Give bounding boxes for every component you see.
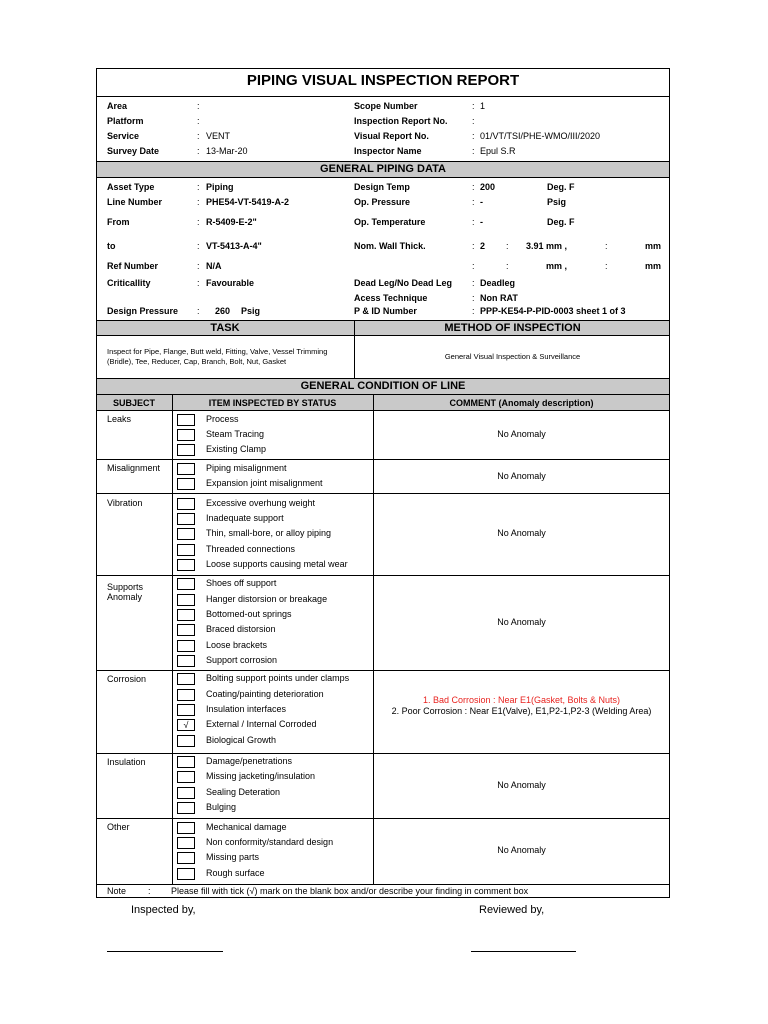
pid-number-value: PPP-KE54-P-PID-0003 sheet 1 of 3 xyxy=(480,306,626,316)
subject-vibration: Vibration xyxy=(107,498,143,508)
nom-wall-row2-unit-1: mm , xyxy=(546,261,568,271)
checkbox[interactable] xyxy=(177,544,195,556)
divider xyxy=(96,884,670,885)
checkbox[interactable] xyxy=(177,852,195,864)
checkbox[interactable] xyxy=(177,444,195,456)
item-label: External / Internal Corroded xyxy=(206,719,317,729)
checkbox[interactable] xyxy=(177,802,195,814)
checkbox-checked[interactable]: √ xyxy=(177,719,195,731)
item-label: Bolting support points under clamps xyxy=(206,673,350,683)
item-label: Bulging xyxy=(206,802,237,812)
design-pressure-value: 260 xyxy=(215,306,231,316)
checkbox[interactable] xyxy=(177,609,195,621)
subject-insulation: Insulation xyxy=(107,757,146,767)
item-label: Loose supports causing metal wear xyxy=(206,559,348,569)
dead-leg-value: Deadleg xyxy=(480,278,516,288)
divider xyxy=(96,335,670,336)
checkbox[interactable] xyxy=(177,624,195,636)
checkbox[interactable] xyxy=(177,640,195,652)
service-label: Service xyxy=(107,131,140,141)
divider xyxy=(96,96,670,97)
access-technique-value: Non RAT xyxy=(480,293,518,303)
colon: : xyxy=(472,101,475,111)
item-label: Damage/penetrations xyxy=(206,756,293,766)
task-heading: TASK xyxy=(210,322,240,334)
access-technique-label: Acess Technique xyxy=(354,293,428,303)
item-label: Missing parts xyxy=(206,852,260,862)
item-label: Hanger distorsion or breakage xyxy=(206,594,328,604)
inspector-name-value: Epul S.R xyxy=(480,146,516,156)
colon: : xyxy=(472,278,475,288)
note-text: Please fill with tick (√) mark on the blank box and/or describe your finding in comment box xyxy=(171,886,529,896)
item-label: Process xyxy=(206,414,239,424)
op-pressure-label: Op. Pressure xyxy=(354,197,411,207)
to-value: VT-5413-A-4" xyxy=(206,241,262,251)
colon: : xyxy=(197,241,200,251)
line-number-label: Line Number xyxy=(107,197,163,207)
colon: : xyxy=(472,182,475,192)
op-temperature-value: - xyxy=(480,217,483,227)
divider xyxy=(96,459,670,460)
colon: : xyxy=(197,116,200,126)
visual-report-no-label: Visual Report No. xyxy=(354,131,429,141)
colon: : xyxy=(506,241,509,251)
item-label: Insulation interfaces xyxy=(206,704,287,714)
reviewed-by-label: Reviewed by, xyxy=(479,904,545,916)
design-pressure-label: Design Pressure xyxy=(107,306,179,316)
nom-wall-unit-2: mm xyxy=(645,241,662,251)
comment-misalignment: No Anomaly xyxy=(497,471,546,481)
inspected-by-signature-line xyxy=(107,951,223,952)
divider xyxy=(96,177,670,178)
col-item: ITEM INSPECTED BY STATUS xyxy=(208,398,337,408)
checkbox[interactable] xyxy=(177,478,195,490)
column-divider xyxy=(373,394,374,884)
subject-corrosion: Corrosion xyxy=(107,674,147,684)
divider xyxy=(96,410,670,411)
divider xyxy=(96,575,670,576)
item-label: Inadequate support xyxy=(206,513,284,523)
general-piping-heading: GENERAL PIPING DATA xyxy=(320,163,446,175)
checkbox[interactable] xyxy=(177,559,195,571)
item-label: Threaded connections xyxy=(206,544,296,554)
colon: : xyxy=(197,197,200,207)
checkbox[interactable] xyxy=(177,756,195,768)
comment-vibration: No Anomaly xyxy=(497,528,546,538)
subject-leaks: Leaks xyxy=(107,414,132,424)
item-label: Expansion joint misalignment xyxy=(206,478,323,488)
colon: : xyxy=(197,278,200,288)
colon: : xyxy=(472,241,475,251)
checkbox[interactable] xyxy=(177,868,195,880)
colon: : xyxy=(472,116,475,126)
comment-supports: No Anomaly xyxy=(497,617,546,627)
survey-date-value: 13-Mar-20 xyxy=(206,146,248,156)
nom-wall-unit-1: mm , xyxy=(546,241,568,251)
checkbox[interactable] xyxy=(177,528,195,540)
visual-report-no-value: 01/VT/TSI/PHE-WMO/III/2020 xyxy=(480,131,601,141)
item-label: Existing Clamp xyxy=(206,444,267,454)
checkbox[interactable] xyxy=(177,498,195,510)
colon: : xyxy=(506,261,509,271)
item-label: Sealing Deteration xyxy=(206,787,281,797)
subject-supports-anomaly: Supports Anomaly xyxy=(107,582,144,602)
colon: : xyxy=(472,217,475,227)
colon: : xyxy=(605,241,608,251)
op-pressure-value: - xyxy=(480,197,483,207)
colon: : xyxy=(472,146,475,156)
method-text: General Visual Inspection & Surveillance xyxy=(444,352,581,361)
item-label: Bottomed-out springs xyxy=(206,609,292,619)
colon: : xyxy=(197,217,200,227)
survey-date-label: Survey Date xyxy=(107,146,160,156)
pid-number-label: P & ID Number xyxy=(354,306,417,316)
divider xyxy=(96,493,670,494)
item-label: Shoes off support xyxy=(206,578,277,588)
line-number-value: PHE54-VT-5419-A-2 xyxy=(206,197,290,207)
colon: : xyxy=(197,261,200,271)
checkbox[interactable] xyxy=(177,771,195,783)
comment-corrosion-bad: 1. Bad Corrosion : Near E1(Gasket, Bolts & Nuts) xyxy=(422,695,621,705)
item-label: Rough surface xyxy=(206,868,265,878)
nom-wall-row2-unit-2: mm xyxy=(645,261,662,271)
item-label: Piping misalignment xyxy=(206,463,287,473)
divider xyxy=(96,818,670,819)
colon: : xyxy=(197,182,200,192)
scope-number-value: 1 xyxy=(480,101,486,111)
to-label: to xyxy=(107,241,116,251)
nom-wall-value-1: 2 xyxy=(480,241,486,251)
checkbox[interactable] xyxy=(177,822,195,834)
colon: : xyxy=(197,131,200,141)
subject-misalignment: Misalignment xyxy=(107,463,161,473)
checkbox[interactable] xyxy=(177,463,195,475)
colon: : xyxy=(605,261,608,271)
comment-insulation: No Anomaly xyxy=(497,780,546,790)
colon: : xyxy=(472,306,475,316)
design-temp-unit: Deg. F xyxy=(547,182,575,192)
platform-label: Platform xyxy=(107,116,144,126)
divider xyxy=(96,753,670,754)
item-label: Loose brackets xyxy=(206,640,268,650)
divider xyxy=(96,670,670,671)
method-heading: METHOD OF INSPECTION xyxy=(444,322,581,334)
checkbox[interactable] xyxy=(177,429,195,441)
op-pressure-unit: Psig xyxy=(547,197,567,207)
item-label: Biological Growth xyxy=(206,735,277,745)
service-value: VENT xyxy=(206,131,231,141)
checkbox[interactable] xyxy=(177,578,195,590)
ref-number-label: Ref Number xyxy=(107,261,159,271)
area-label: Area xyxy=(107,101,128,111)
design-pressure-unit: Psig xyxy=(241,306,261,316)
from-label: From xyxy=(107,217,130,227)
note-label: Note xyxy=(107,886,127,896)
op-temperature-unit: Deg. F xyxy=(547,217,575,227)
comment-corrosion-poor: 2. Poor Corrosion : Near E1(Valve), E1,P2-1,P2-3 (Welding Area) xyxy=(391,706,652,716)
report-title: PIPING VISUAL INSPECTION REPORT xyxy=(246,72,520,89)
criticality-value: Favourable xyxy=(206,278,255,288)
colon: : xyxy=(472,293,475,303)
colon: : xyxy=(472,261,475,271)
checkbox[interactable] xyxy=(177,735,195,747)
item-label: Mechanical damage xyxy=(206,822,287,832)
design-temp-value: 200 xyxy=(480,182,496,192)
item-label: Braced distorsion xyxy=(206,624,276,634)
design-temp-label: Design Temp xyxy=(354,182,410,192)
colon: : xyxy=(472,131,475,141)
inspected-by-label: Inspected by, xyxy=(131,904,196,916)
checkbox[interactable] xyxy=(177,673,195,685)
op-temperature-label: Op. Temperature xyxy=(354,217,426,227)
dead-leg-label: Dead Leg/No Dead Leg xyxy=(354,278,453,288)
col-subject: SUBJECT xyxy=(112,398,155,408)
ref-number-value: N/A xyxy=(206,261,222,271)
checkbox[interactable] xyxy=(177,787,195,799)
comment-leaks: No Anomaly xyxy=(497,429,546,439)
checkbox[interactable] xyxy=(177,414,195,426)
reviewed-by-signature-line xyxy=(471,951,576,952)
checkbox[interactable] xyxy=(177,655,195,667)
colon: : xyxy=(197,146,200,156)
colon: : xyxy=(472,197,475,207)
inspection-report-no-label: Inspection Report No. xyxy=(354,116,448,126)
general-condition-heading: GENERAL CONDITION OF LINE xyxy=(300,380,466,392)
colon: : xyxy=(197,101,200,111)
asset-type-label: Asset Type xyxy=(107,182,155,192)
item-label: Non conformity/standard design xyxy=(206,837,334,847)
criticality-label: Criticallity xyxy=(107,278,151,288)
checkbox[interactable] xyxy=(177,594,195,606)
task-text: Inspect for Pipe, Flange, Butt weld, Fitting, Valve, Vessel Trimming (Bridle), Tee, Reducer, Cap, Branch, Bolt, Nut, Gasket xyxy=(107,347,328,366)
col-comment: COMMENT (Anomaly description) xyxy=(449,398,594,408)
asset-type-value: Piping xyxy=(206,182,234,192)
note-colon: : xyxy=(148,886,151,896)
nom-wall-value-2: 3.91 xyxy=(526,241,544,251)
item-label: Support corrosion xyxy=(206,655,278,665)
nom-wall-label: Nom. Wall Thick. xyxy=(354,241,426,251)
from-value: R-5409-E-2" xyxy=(206,217,257,227)
item-label: Excessive overhung weight xyxy=(206,498,316,508)
comment-other: No Anomaly xyxy=(497,845,546,855)
item-label: Thin, small-bore, or alloy piping xyxy=(206,528,332,538)
checkbox[interactable] xyxy=(177,837,195,849)
checkbox[interactable] xyxy=(177,513,195,525)
column-divider xyxy=(172,394,173,884)
item-label: Coating/painting deterioration xyxy=(206,689,324,699)
colon: : xyxy=(197,306,200,316)
inspector-name-label: Inspector Name xyxy=(354,146,422,156)
checkbox[interactable] xyxy=(177,689,195,701)
scope-number-label: Scope Number xyxy=(354,101,418,111)
item-label: Steam Tracing xyxy=(206,429,265,439)
subject-other: Other xyxy=(107,822,130,832)
item-label: Missing jacketing/insulation xyxy=(206,771,316,781)
checkbox[interactable] xyxy=(177,704,195,716)
